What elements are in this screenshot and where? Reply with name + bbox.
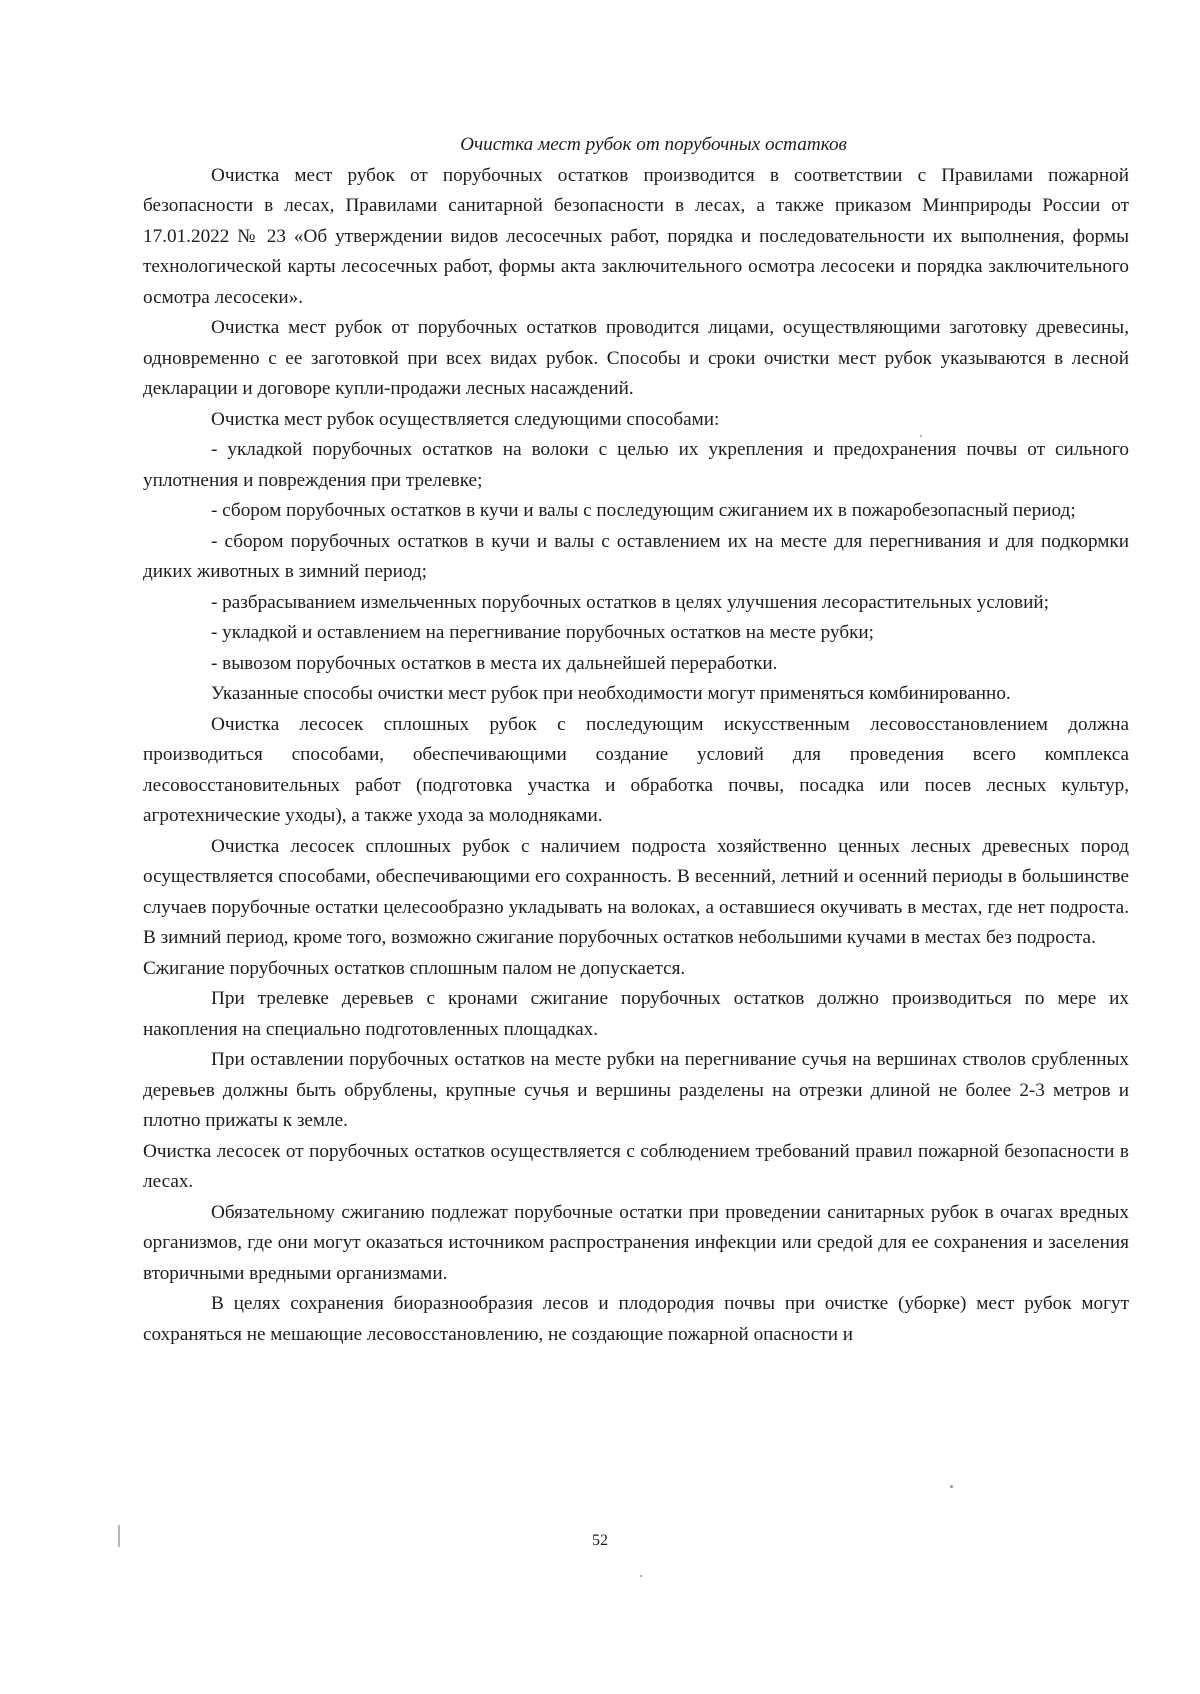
method-list-item: - разбрасыванием измельченных порубочных остатков в целях улучшения лесорастительных условий; [211,591,1049,613]
page-number: 52 [592,1532,608,1549]
paragraph: При трелевке деревьев с кронами сжигание порубочных остатков должно производиться по мере их накопления на специально подготовленных площадках. [143,988,1129,1040]
paragraph: В целях сохранения биоразнообразия лесов и плодородия почвы при очистке (уборке) мест рубок могут сохраняться не мешающие лесовосстановлению, не создающие пожарной опасности и [143,1293,1129,1345]
document-page [143,120,1129,1350]
paragraph: Очистка лесосек сплошных рубок с наличием подроста хозяйственно ценных лесных древесных пород осуществляется способами, обеспечивающими его сохранность. В весенний, летний и осенний периоды в большинстве случаев порубочные остатки целесообразно укладывать на волоках, а оставшиеся окучивать в местах, где нет подроста. В зимний период, кроме того, возможно сжигание порубочных остатков небольшими кучами в местах без подроста. [143,835,1129,948]
method-list-item: - сбором порубочных остатков в кучи и валы с последующим сжиганием их в пожаробезопасный период; [211,500,1076,521]
method-list-item: - укладкой порубочных остатков на волоки с целью их укрепления и предохранения почвы от сильного уплотнения и повреждения при трелевке; [143,439,1129,491]
paragraph: Очистка лесосек сплошных рубок с последующим искусственным лесовосстановлением должна производиться способами, обеспечивающими создание условий для проведения всего комплекса лесовосстановительных работ (подготовка участка и обработка почвы, посадка или посев лесных культур, агротехнические уходы), а также ухода за молодняками. [143,713,1129,826]
paragraph: Указанные способы очистки мест рубок при необходимости могут применяться комбинированно. [211,683,1011,704]
section-title: Очистка мест рубок от порубочных остатков [460,134,847,155]
paragraph: Очистка мест рубок от порубочных остатков производится в соответствии с Правилами пожарной безопасности в лесах, Правилами санитарной безопасности в лесах, а также приказом Минприроды России от 17.01.2022 № 23 «Об утверждении видов лесосечных работ, порядка и последовательности их выполнения, формы технологической карты лесосечных работ, формы акта заключительного осмотра лесосеки и порядка заключительного осмотра лесосеки». [143,164,1129,308]
paragraph: При оставлении порубочных остатков на месте рубки на перегнивание сучья на вершинах стволов срубленных деревьев должны быть обрублены, крупные сучья и вершины разделены на отрезки длиной не более 2-3 метров и плотно прижаты к земле. [143,1049,1129,1131]
paragraph: Очистка мест рубок осуществляется следующими способами: [211,408,720,430]
method-list-item: - укладкой и оставлением на перегнивание порубочных остатков на месте рубки; [211,622,875,643]
paragraph-no-indent: Сжигание порубочных остатков сплошным палом не допускается. [143,957,686,979]
method-list-item: - вывозом порубочных остатков в места их дальнейшей переработки. [211,652,778,674]
method-list-item: - сбором порубочных остатков в кучи и валы с оставлением их на месте для перегнивания и для подкормки диких животных в зимний период; [143,530,1129,582]
paragraph-no-indent: Очистка лесосек от порубочных остатков осуществляется с соблюдением требований правил пожарной безопасности в лесах. [143,1140,1129,1192]
scan-speck [118,1525,120,1547]
paragraph: Очистка мест рубок от порубочных остатков проводится лицами, осуществляющими заготовку древесины, одновременно с ее заготовкой при всех видах рубок. Способы и сроки очистки мест рубок указываются в лесной декларации и договоре купли-продажи лесных насаждений. [143,317,1129,399]
scan-speck [950,1485,953,1488]
scan-speck [640,1575,642,1577]
scan-speck [920,435,922,437]
paragraph: Обязательному сжиганию подлежат порубочные остатки при проведении санитарных рубок в очагах вредных организмов, где они могут оказаться источником распространения инфекции или средой для ее сохранения и заселения вторичными вредными организмами. [143,1201,1129,1284]
